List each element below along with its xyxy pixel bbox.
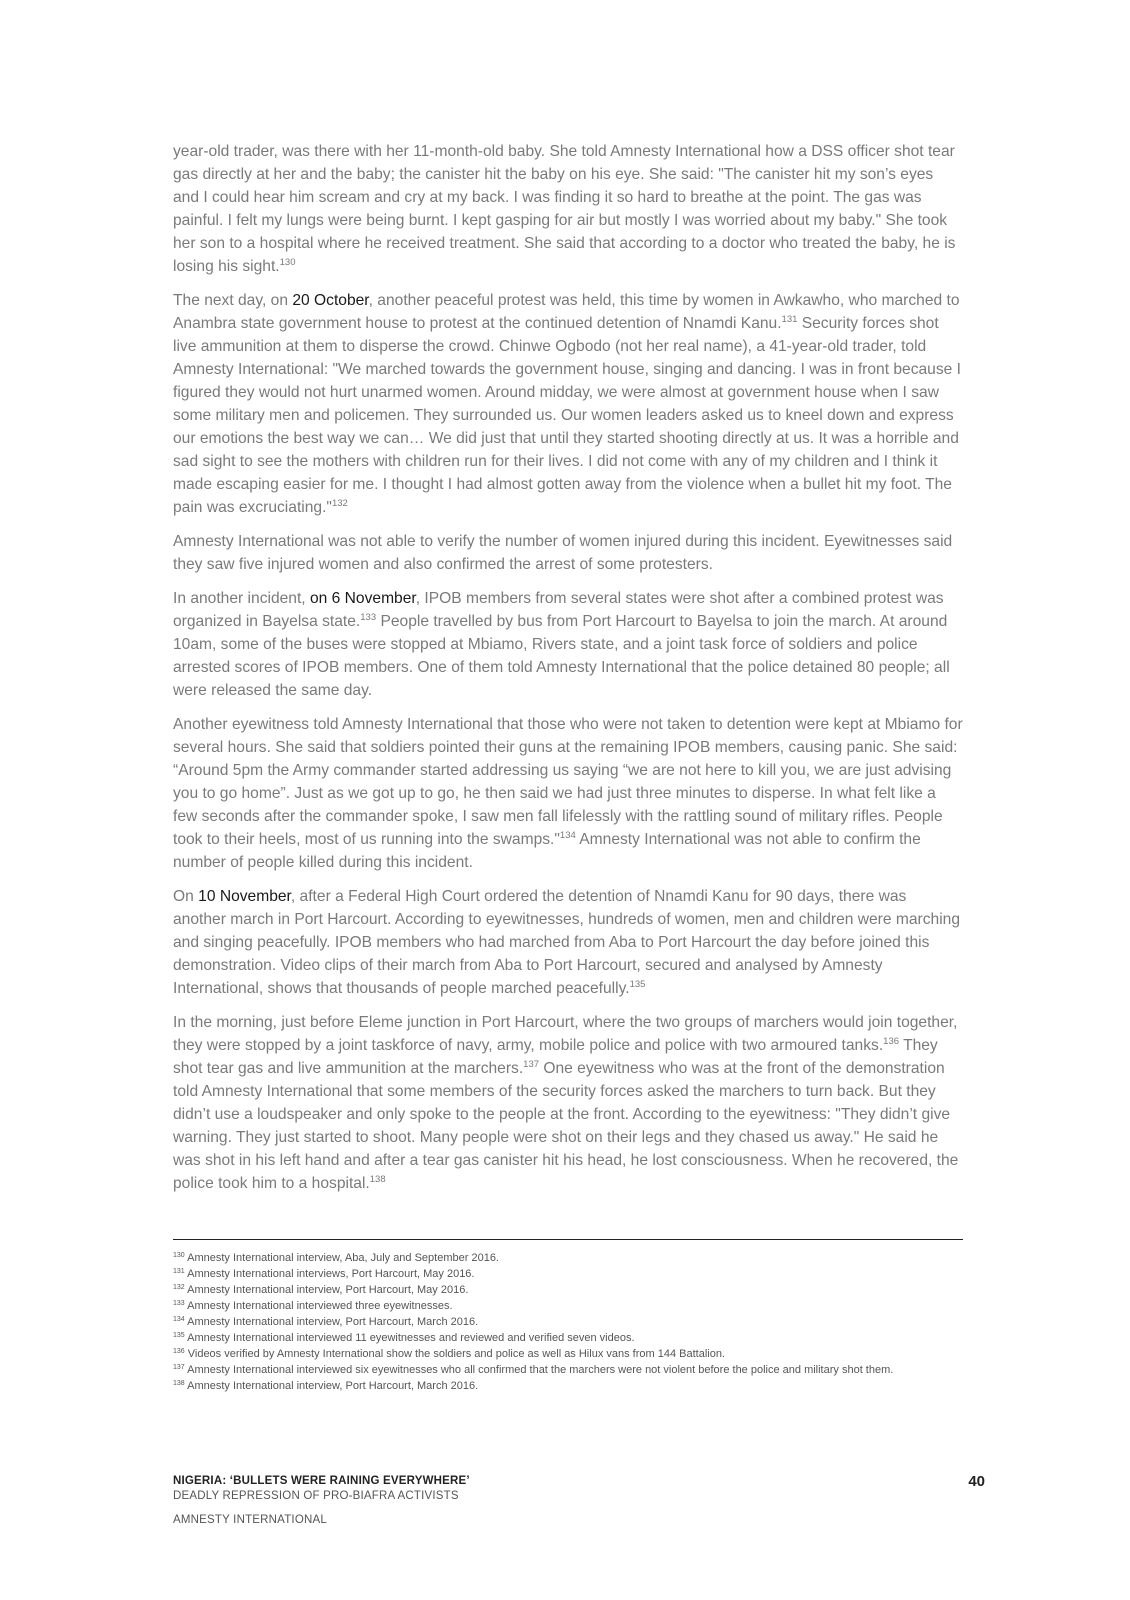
footnote-text: Amnesty International interviewed 11 eyewitnesses and reviewed and verified seven videos. bbox=[184, 1332, 635, 1344]
footnote-number: 131 bbox=[173, 1268, 185, 1275]
paragraph-text: , IPOB members from several states were shot after a combined protest was organized in Bayelsa state. bbox=[173, 590, 944, 630]
footnote-number: 135 bbox=[173, 1332, 185, 1339]
footnote bbox=[173, 1282, 963, 1298]
footnote-reference: 131 bbox=[781, 314, 798, 325]
footnote-text: Amnesty International interview, Port Harcourt, March 2016. bbox=[184, 1380, 479, 1392]
paragraph-text: , another peaceful protest was held, this time by women in Awkawho, who marched to Anambra state government house to protest at the continued detention of Nnamdi Kanu. bbox=[173, 292, 960, 332]
footnote-number: 137 bbox=[173, 1364, 185, 1371]
paragraph-text: People travelled by bus from Port Harcourt to Bayelsa to join the march. At around 10am, some of the buses were stopped at Mbiamo, Rivers state, and a joint task force of soldiers and police arrested scores of IPOB members. One of them told Amnesty International that the police detained 80 people; all were released the same day. bbox=[173, 613, 950, 699]
body-text bbox=[173, 140, 963, 1206]
footnote-number: 133 bbox=[173, 1300, 185, 1307]
paragraph-text: Another eyewitness told Amnesty International that those who were not taken to detention were kept at Mbiamo for several hours. She said that soldiers pointed their guns at the remaining IPOB members, causing panic. She said: “Around 5pm the Army commander started addressing us saying “we are not here to kill you, we are just advising you to go home”. Just as we got up to go, he then said we had just three minutes to disperse. In what felt like a few seconds after the commander spoke, I saw men fall lifelessly with the rattling sound of military rifles. People took to their heels, most of us running into the swamps." bbox=[173, 716, 963, 848]
footnote-reference: 134 bbox=[559, 830, 576, 841]
footnote-text: Videos verified by Amnesty International show the soldiers and police as well as Hilux vans from 144 Battalion. bbox=[184, 1348, 725, 1360]
footnote-divider bbox=[173, 1239, 963, 1240]
footnote-number: 134 bbox=[173, 1316, 185, 1323]
paragraph-text: Amnesty International was not able to verify the number of women injured during this incident. Eyewitnesses said they saw five injured women and also confirmed the arrest of some protesters. bbox=[173, 533, 953, 573]
footnote-text: Amnesty International interview, Aba, July and September 2016. bbox=[184, 1252, 499, 1264]
paragraph-text: , after a Federal High Court ordered the detention of Nnamdi Kanu for 90 days, there was another march in Port Harcourt. According to eyewitnesses, hundreds of women, men and children were marching and singing peacefully. IPOB members who had marched from Aba to Port Harcourt the day before joined this demonstration. Video clips of their march from Aba to Port Harcourt, secured and analysed by Amnesty International, shows that thousands of people marched peacefully. bbox=[173, 888, 961, 997]
body-paragraph bbox=[173, 530, 963, 576]
footnote-reference: 132 bbox=[331, 498, 348, 509]
footnote-reference: 133 bbox=[360, 612, 377, 623]
footnote-reference: 135 bbox=[629, 979, 646, 990]
paragraph-text: Security forces shot live ammunition at them to disperse the crowd. Chinwe Ogbodo (not her real name), a 41-year-old trader, told Amnesty International: "We marched towards the government house, singing and dancing. I was in front because I figured they would not hurt unarmed women. Around midday, we were almost at government house when I saw some military men and policemen. They surrounded us. Our women leaders asked us to kneel down and express our emotions the best way we can… We did just that until they started shooting directly at us. It was a horrible and sad sight to see the mothers with children run for their lives. I did not come with any of my children and I think it made escaping easier for me. I thought I had almost gotten away from the violence when a bullet hit my foot. The pain was excruciating." bbox=[173, 315, 961, 516]
footnote-text: Amnesty International interviewed three eyewitnesses. bbox=[184, 1300, 453, 1312]
body-paragraph bbox=[173, 140, 963, 278]
footer-report-title: NIGERIA: ‘BULLETS WERE RAINING EVERYWHERE’ bbox=[173, 1475, 470, 1487]
footnote-number: 138 bbox=[173, 1380, 185, 1387]
paragraph-text: In the morning, just before Eleme junction in Port Harcourt, where the two groups of marchers would join together, they were stopped by a joint taskforce of navy, army, mobile police and police with two armoured tanks. bbox=[173, 1014, 958, 1054]
footnote bbox=[173, 1298, 963, 1314]
footnote bbox=[173, 1378, 963, 1394]
paragraph-text: One eyewitness who was at the front of the demonstration told Amnesty International that some members of the security forces asked the marchers to turn back. But they didn’t use a loudspeaker and only spoke to the people at the front. According to the eyewitness: "They didn’t give warning. They just started to shoot. Many people were shot on their legs and they chased us away." He said he was shot in his left hand and after a tear gas canister hit his head, he lost consciousness. When he recovered, the police took him to a hospital. bbox=[173, 1060, 959, 1192]
paragraph-text: year-old trader, was there with her 11-month-old baby. She told Amnesty International how a DSS officer shot tear gas directly at her and the baby; the canister hit the baby on his eye. She said: "The canister hit my son’s eyes and I could hear him scream and cry at my back. I was finding it so hard to breathe at the point. The gas was painful. I felt my lungs were being burnt. I kept gasping for air but mostly I was worried about my baby." She took her son to a hospital where he received treatment. She said that according to a doctor who treated the baby, he is losing his sight. bbox=[173, 143, 956, 275]
body-paragraph bbox=[173, 713, 963, 874]
footnote-reference: 136 bbox=[883, 1036, 900, 1047]
footer-report-subtitle: DEADLY REPRESSION OF PRO-BIAFRA ACTIVISTS bbox=[173, 1490, 459, 1502]
footnote bbox=[173, 1266, 963, 1282]
footnote-text: Amnesty International interview, Port Harcourt, May 2016. bbox=[184, 1284, 469, 1296]
date-highlight: 20 October bbox=[292, 292, 369, 309]
footnote-text: Amnesty International interviewed six eyewitnesses who all confirmed that the marchers were not violent before the police and military shot them. bbox=[184, 1364, 894, 1376]
footnote bbox=[173, 1346, 963, 1362]
footnote-number: 136 bbox=[173, 1348, 185, 1355]
body-paragraph bbox=[173, 1011, 963, 1195]
paragraph-text: On bbox=[173, 888, 199, 905]
page-number: 40 bbox=[968, 1473, 985, 1490]
body-paragraph bbox=[173, 587, 963, 702]
footnote-number: 130 bbox=[173, 1252, 185, 1259]
footnote bbox=[173, 1330, 963, 1346]
footnote bbox=[173, 1362, 963, 1378]
footnote bbox=[173, 1250, 963, 1266]
footnote-text: Amnesty International interviews, Port Harcourt, May 2016. bbox=[184, 1268, 475, 1280]
footnote-number: 132 bbox=[173, 1284, 185, 1291]
footnote-reference: 137 bbox=[523, 1059, 540, 1070]
footer-organization: AMNESTY INTERNATIONAL bbox=[173, 1514, 327, 1526]
paragraph-text: The next day, on bbox=[173, 292, 293, 309]
date-highlight: 10 November bbox=[198, 888, 291, 905]
footnote-text: Amnesty International interview, Port Harcourt, March 2016. bbox=[184, 1316, 479, 1328]
page-footer bbox=[173, 1474, 470, 1528]
date-highlight: on 6 November bbox=[309, 590, 416, 607]
paragraph-text: In another incident, bbox=[173, 590, 310, 607]
footnotes bbox=[173, 1250, 963, 1394]
body-paragraph bbox=[173, 289, 963, 519]
footnote bbox=[173, 1314, 963, 1330]
body-paragraph bbox=[173, 885, 963, 1000]
paragraph-text: Amnesty International was not able to confirm the number of people killed during this incident. bbox=[173, 831, 921, 871]
footnote-reference: 138 bbox=[369, 1174, 386, 1185]
footnote-reference: 130 bbox=[279, 257, 296, 268]
paragraph-text: They shot tear gas and live ammunition at the marchers. bbox=[173, 1037, 938, 1077]
